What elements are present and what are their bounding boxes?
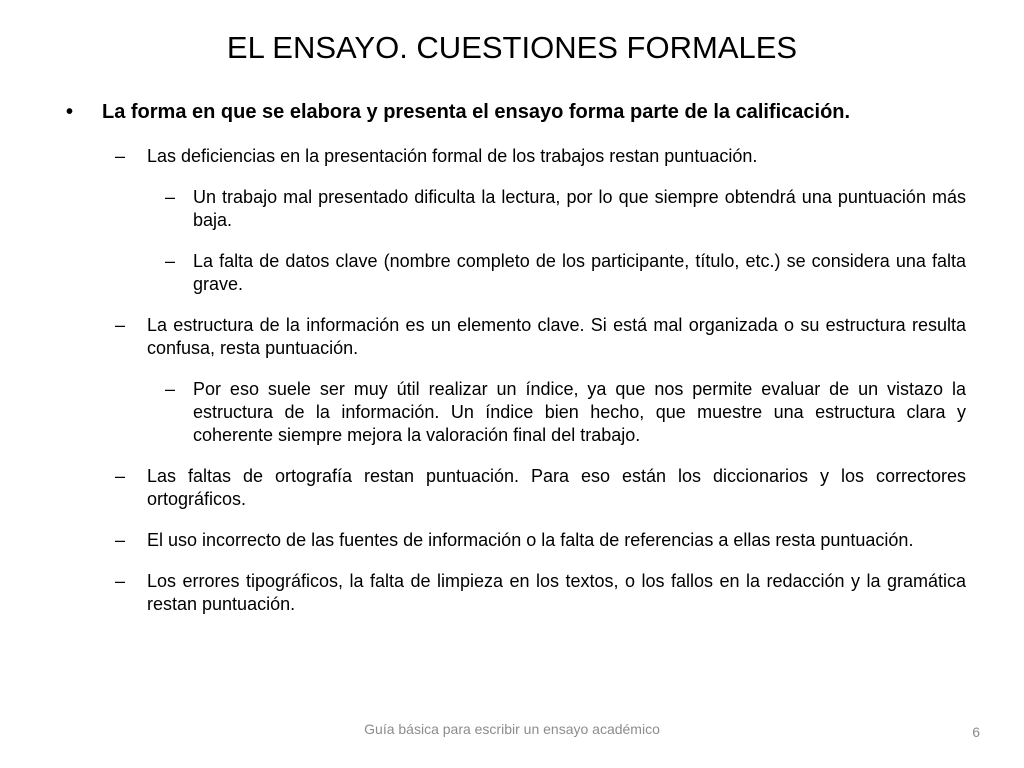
footer-text: Guía básica para escribir un ensayo académico: [364, 721, 660, 737]
bullet-dot-icon: •: [66, 101, 74, 123]
slide-title: EL ENSAYO. CUESTIONES FORMALES: [226, 30, 798, 65]
subitem-text: Los errores tipográficos, la falta de limpieza en los textos, o los fallos en la redacción y la gramática restan puntuación.: [147, 571, 966, 614]
subsubitem-text: La falta de datos clave (nombre completo de los participante, título, etc.) se considera una falta grave.: [193, 251, 966, 294]
dash-icon: –: [115, 315, 126, 335]
dash-icon: –: [115, 530, 126, 550]
subsubitem-key-data: [60, 250, 966, 296]
subitem-spelling: [60, 465, 966, 511]
subitem-text: Las deficiencias en la presentación formal de los trabajos restan puntuación.: [147, 146, 758, 166]
subsubitem-index: [60, 378, 966, 447]
subitem-structure: [60, 314, 966, 360]
subitem-text: El uso incorrecto de las fuentes de información o la falta de referencias a ellas resta puntuación.: [147, 530, 914, 550]
subsubitem-reading: [60, 186, 966, 232]
subitem-sources: [60, 529, 966, 552]
subitem-presentation: [60, 145, 966, 168]
slide-content: [60, 100, 966, 634]
dash-icon: –: [165, 379, 176, 399]
dash-icon: –: [115, 146, 126, 166]
bullet-item-main: [60, 100, 966, 125]
page-number: 6: [972, 724, 980, 740]
dash-icon: –: [165, 187, 176, 207]
subitem-typos: [60, 570, 966, 616]
dash-icon: –: [165, 251, 176, 271]
subsubitem-text: Por eso suele ser muy útil realizar un índice, ya que nos permite evaluar de un vistazo la estructura de la información. Un índice bien hecho, que muestre una estructura clara y coherente siempre mejora la valoración final del trabajo.: [193, 379, 966, 445]
dash-icon: –: [115, 571, 126, 591]
subitem-text: Las faltas de ortografía restan puntuación. Para eso están los diccionarios y los correctores ortográficos.: [147, 466, 966, 509]
subitem-text: La estructura de la información es un elemento clave. Si está mal organizada o su estructura resulta confusa, resta puntuación.: [147, 315, 966, 358]
subsubitem-text: Un trabajo mal presentado dificulta la lectura, por lo que siempre obtendrá una puntuación más baja.: [193, 187, 966, 230]
dash-icon: –: [115, 466, 126, 486]
bullet-text: La forma en que se elabora y presenta el ensayo forma parte de la calificación.: [102, 101, 851, 123]
